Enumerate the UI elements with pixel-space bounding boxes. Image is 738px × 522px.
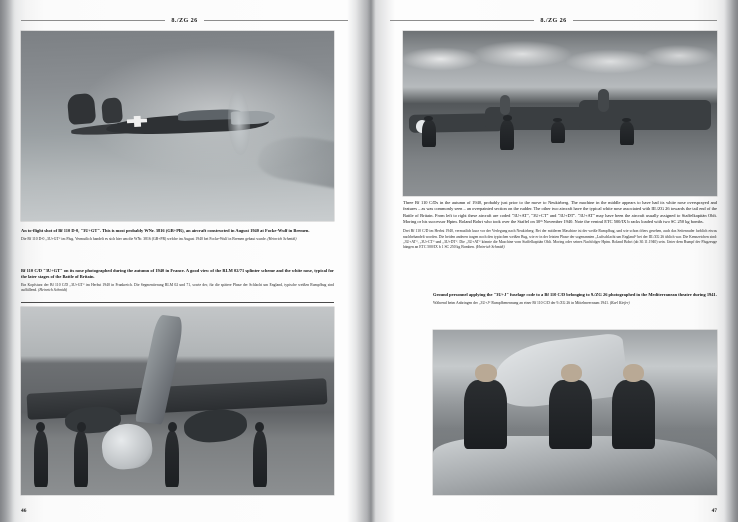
caption-1-german-text: Die Bf 110 D-0 „3U+GT“ im Flug. Vermutlich handelt es sich hier um die WNr. 3816 (GB+PR) welche im August 1940 bei Focke-Wulf in Bremen gebaut wurde. [21,237,267,242]
caption-2-credit: (Heinrich Schmidt) [38,288,68,293]
camera-aircraft-wing-blur [256,130,334,191]
caption-2-german-text: Ein Kopfsturz der Bf 110 C/D „3U+GT“ im Herbst 1940 in Frankreich. Die Segmentierung RLM 02 und 71, sowie der, für die spätere Phase der Schlacht um England, typische weißen Rumpfbug sind auffällend. [21,283,334,293]
crew-member-right [612,380,655,449]
ground-crew-figure [620,122,634,145]
text-block-1-right [403,200,717,250]
ground-crew-figure [500,120,514,150]
caption-3-credit: (Karl Kiefer) [609,301,630,306]
caption-block-2-left [21,268,334,293]
caption-block-1-left [21,228,334,242]
body-1-credit: (Heinrich Schmidt) [475,245,505,249]
running-head-right [390,17,717,24]
ground-crew-figure [253,431,267,487]
running-head-rule-right [204,20,348,21]
aircraft-tail-right-shape [101,97,123,123]
running-head-rule-right [573,20,717,21]
right-page [369,0,738,522]
aircraft-propeller-shape [226,89,251,155]
body-1-english: Three Bf 110 C/Ds in the autumn of 1940, probably just prior to the move to Neukirberg. The machine in the middle appears to have had its white nose oversprayed and features – as was commonly seen – an overpainted section on the rudder. The other two aircraft have the typical white nose associated with III./ZG 26 towards the tail end of the Battle of Britain. From left to right these aircraft are coded "3U+AT", "3U+CT" and "3U+DT". "3U+AT" may have been the aircraft usually assigned to Staffelkapitän Oblt. Moring or his successor Hptm. Roland Bohrt who took over the Staffel on 30ᵗʰ November 1940. Note the ventral ETC 500/IX b racks loaded with two SC 250 kg bombs. [403,200,717,224]
caption-1-german [21,237,334,242]
caption-1-english: An to-flight shot of Bf 110 D-0, "3U+GT". This is most probably WNr. 3816 (GB+PR), an aircraft constructed in August 1940 at Focke-Wulf in Bremen. [21,228,310,233]
sky-clouds [403,38,717,81]
caption-2-german [21,283,334,293]
caption-3-german [433,301,717,306]
crew-member-left [464,380,507,449]
lineup-aircraft-tail-fin [598,89,609,112]
body-1-german [403,229,717,250]
photo-bf110-nose-down [21,307,334,495]
ground-aircraft-engine-right [182,408,247,445]
ground-crew-figure [422,120,436,146]
ground-crew-figure [165,431,179,487]
photo-three-bf110-lineup [403,31,717,196]
caption-3-english: Ground personnel applying the "3U+J" fuselage code to a Bf 110 C/D belonging to 9./ZG 26 photographed in the Mediterranean theatre during 1941. [433,292,717,297]
ground-crew-figure [74,431,88,487]
balkenkreuz-marking [127,115,148,127]
aircraft-tail-left-shape [67,93,96,126]
ground-crew-figure [551,122,565,143]
caption-1-credit: (Heinrich Schmidt) [267,237,297,242]
crew-member-centre [549,380,592,449]
running-head-label: 8./ZG 26 [171,17,198,24]
running-head-left [21,17,348,24]
caption-block-2-right [433,292,717,306]
photo-bf110-in-flight [21,31,334,221]
caption-divider-left [21,302,334,303]
running-head-rule-left [390,20,534,21]
lineup-aircraft-tail-fin [500,95,509,115]
caption-2-english: Bf 110 C/D "3U+GT" on its nose photographed during the autumn of 1940 in France. A good view of the RLM 02/71 splinter scheme and the white nose, typical for the later stages of the Battle of Britain. [21,268,334,280]
body-1-german-text: Drei Bf 110 C/D im Herbst 1940, vermutlich kurz vor der Verlegung nach Neukirberg. Bei der mittleren Maschine ist der weiße Rumpfbug, und wie schon öfters gesehen, auch das Seitenruder farblich etwas nachbehandelt worden. Die beiden anderen tragen noch den typischen weißen Bug, wie er in der letzten Phase der sogenannten „Luftschlacht um England“ bei der III./ZG 26 üblich war. Die Kennzeichen sind: „3U+AT“, „3U+CT“ und „3U+DT“. Die „3U+AT“ könnte die Maschine vom Staffelkapitän Oblt. Moring oder seines Nachfolger Hptm. Roland Bohrt (ab 30.11.1940) sein. Unter dem Rumpf der Flugzeuge hängen an ETC 500/IX b 1 SC 250 kg Bomben. [403,229,717,249]
folio-left: 46 [21,508,27,514]
photo-ground-crew-painting-code [433,330,717,495]
running-head-rule-left [21,20,165,21]
caption-3-german-text: Während beim Anbringen der „3U+J“ Rumpfbenennung an einer Bf 110 C/D der 9./ZG 26 in Mittelmeerraum 1941. [433,301,609,306]
running-head-label: 8./ZG 26 [540,17,567,24]
folio-right: 47 [711,508,717,514]
ground-crew-figure [34,431,48,487]
